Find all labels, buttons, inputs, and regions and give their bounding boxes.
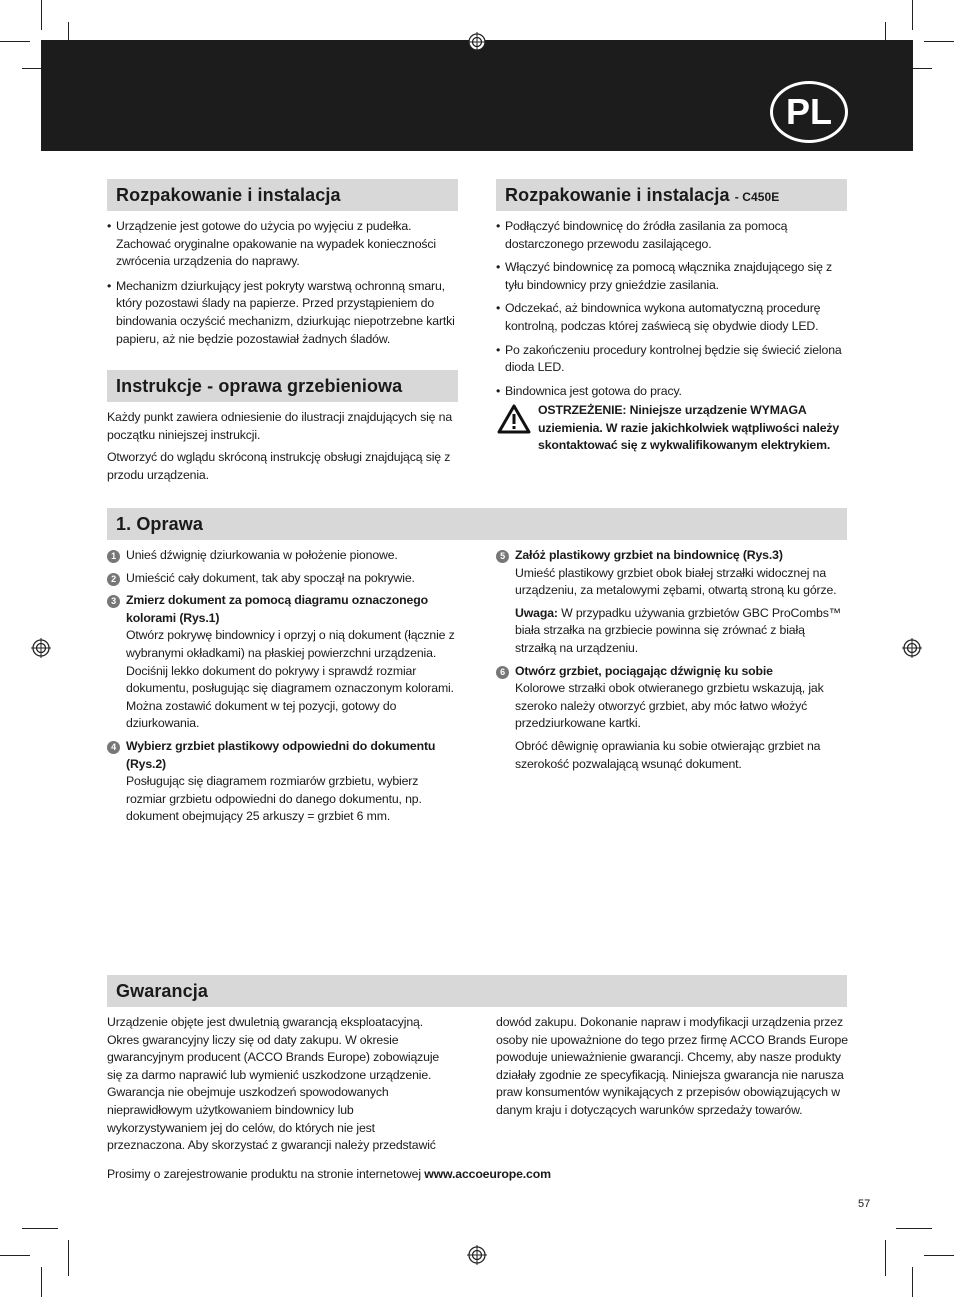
- registration-mark-icon: [31, 638, 51, 658]
- list-item: • Odczekać, aż bindownica wykona automatyczną procedurę kontrolną, podczas której zaświecą się obydwie diody LED.: [496, 301, 821, 333]
- list-item: • Mechanizm dziurkujący jest pokryty warstwą ochronną smaru, który pozostawi ślady na papierze. Przed przystąpieniem do bindowania oczyścić mechanizm, dziurkując niepotrzebne kartki papieru, aż nie będzie pozostawiał żadnych śladów.: [107, 278, 455, 346]
- crop-mark: [924, 41, 954, 42]
- list-item: • Włączyć bindownicę za pomocą włącznika znajdującego się z tyłu bindownicy przy gnieździe zasilania.: [496, 260, 833, 292]
- registration-mark-icon: [467, 1245, 487, 1265]
- warning-triangle-icon: [497, 404, 531, 434]
- crop-mark: [68, 1240, 69, 1276]
- binding-steps-right: [496, 547, 848, 778]
- step-text: Umieść plastikowy grzbiet obok białej strzałki widocznej na urządzeniu, za metalowymi zębami, otwartą stroną ku górze.: [515, 565, 837, 598]
- crop-mark: [896, 1228, 932, 1229]
- step-heading: Wybierz grzbiet plastikowy odpowiedni do dokumentu (Rys.2): [126, 738, 436, 771]
- section-title-binding: 1. Oprawa: [107, 508, 847, 540]
- registration-mark-icon: [467, 32, 487, 52]
- list-item: • Bindownica jest gotowa do pracy.: [496, 383, 682, 398]
- step-heading: Otwórz grzbiet, pociągając dźwignię ku sobie: [515, 663, 773, 678]
- register-link[interactable]: www.accoeurope.com: [424, 1167, 551, 1181]
- warning-text: OSTRZEŻENIE: Niniejsze urządzenie WYMAGA uziemienia. W razie jakichkolwiek wątpliwości należy skontaktować się z wykwalifikowanym elektrykiem.: [538, 403, 840, 453]
- step-number-badge: 2: [107, 573, 120, 586]
- step-extra: Obróć dêwignię oprawiania ku sobie otwierając grzbiet na szerokość pozwalającą wsunąć dokument.: [515, 738, 821, 771]
- section-title-unpacking: Rozpakowanie i instalacja: [107, 179, 458, 211]
- crop-mark: [924, 1255, 954, 1256]
- step-6: [496, 663, 848, 774]
- crop-mark: [41, 1267, 42, 1297]
- section-title-instructions: Instrukcje - oprawa grzebieniowa: [107, 370, 458, 402]
- section-title-warranty: Gwarancja: [107, 975, 847, 1007]
- paragraph: Otworzyć do wglądu skróconą instrukcję obsługi znajdującą się z przodu urządzenia.: [107, 450, 451, 482]
- warning-box: [497, 402, 842, 455]
- step-heading: Załóż plastikowy grzbiet na bindownicę (Rys.3): [515, 548, 783, 562]
- binding-steps-left: [107, 547, 459, 831]
- registration-mark-icon: [902, 638, 922, 658]
- paragraph: Każdy punkt zawiera odniesienie do ilustracji znajdujących się na początku niniejszej instrukcji.: [107, 410, 453, 442]
- crop-mark: [22, 1228, 58, 1229]
- warranty-col-1: Urządzenie objęte jest dwuletnią gwarancją eksploatacyjną. Okres gwarancyjny liczy się od daty zakupu. W okresie gwarancyjnym producent (ACCO Brands Europe) zobowiązuje się za darmo naprawić lub wymienić uszkodzone urządzenie. Gwarancja nie obejmuje uszkodzeń spowodowanych nieprawidłowym użytkowaniem bindownicy lub wykorzystywaniem jej do celów, do których nie jest przeznaczona. Aby skorzystać z gwarancji należy przedstawić: [107, 1015, 440, 1153]
- instructions-body: [107, 409, 459, 484]
- step-number-badge: 3: [107, 595, 120, 608]
- step-heading: Zmierz dokument za pomocą diagramu oznaczonego kolorami (Rys.1): [126, 593, 428, 625]
- step-text: Otwórz pokrywę bindownicy i oprzyj o nią dokument (łącznie z wybranymi okładkami) na płaskiej powierzchni urządzenia. Dociśnij lekko dokument do pokrywy i sprawdź rozmiar dokumentu, posługując się diagramem oznaczonym kolorami. Można zostawić dokument w tej pozycji, gotowy do dziurkowania.: [126, 628, 455, 731]
- step-2: 2 Umieścić cały dokument, tak aby spoczął na pokrywie.: [107, 570, 459, 588]
- step-number-badge: 1: [107, 550, 120, 563]
- page-number: 57: [858, 1198, 871, 1210]
- crop-mark: [0, 41, 30, 42]
- list-item: • Po zakończeniu procedury kontrolnej będzie się świecić zielona dioda LED.: [496, 342, 842, 375]
- step-number-badge: 4: [107, 741, 120, 754]
- step-4: [107, 738, 459, 826]
- step-number-badge: 6: [496, 666, 509, 679]
- section-title-unpacking-c450e: Rozpakowanie i instalacja - C450E: [496, 179, 847, 211]
- step-1: 1 Unieś dźwignię dziurkowania w położenie pionowe.: [107, 547, 459, 565]
- register-line: Prosimy o zarejestrowanie produktu na stronie internetowej www.accoeurope.com: [107, 1167, 551, 1181]
- crop-mark: [0, 1255, 30, 1256]
- list-item: • Urządzenie jest gotowe do użycia po wyjęciu z pudełka. Zachować oryginalne opakowanie na wypadek konieczności zwrócenia urządzenia do naprawy.: [107, 219, 437, 269]
- step-text: Posługując się diagramem rozmiarów grzbietu, wybierz rozmiar grzbietu odpowiedni do danego dokumentu, np. dokument obejmujący 25 arkuszy = grzbiet 6 mm.: [126, 774, 422, 824]
- language-badge: PL: [770, 81, 848, 143]
- step-text: Kolorowe strzałki obok otwieranego grzbietu wskazują, jak szeroko należy otworzyć grzbiet, aby móc łatwo włożyć przedziurkowane kartki.: [515, 681, 824, 731]
- step-5: [496, 547, 848, 658]
- c450e-list: [496, 218, 848, 400]
- crop-mark: [41, 0, 42, 30]
- list-item: • Podłączyć bindownicę do źródła zasilania za pomocą dostarczonego przewodu zasilającego.: [496, 219, 788, 251]
- unpacking-list: [107, 218, 459, 355]
- crop-mark: [912, 0, 913, 30]
- step-number-badge: 5: [496, 550, 509, 563]
- step-3: [107, 592, 459, 733]
- crop-mark: [885, 1240, 886, 1276]
- crop-mark: [912, 1267, 913, 1297]
- step-note: Uwaga: W przypadku używania grzbietów GBC ProCombs™ biała strzałka na grzbiecie powinna się zrównać z białą strzałką na urządzeniu.: [515, 605, 841, 655]
- warranty-col-2: dowód zakupu. Dokonanie napraw i modyfikacji urządzenia przez osoby nie upoważnione do tego przez firmę ACCO Brands Europe powoduje unieważnienie gwarancji. Chcemy, aby nasze produkty działały zgodnie ze specyfikacją. Niniejsza gwarancja nie narusza praw konsumentów wynikających z przepisów obowiązujących w danym kraju i dotyczących warunków sprzedaży towarów.: [496, 1015, 848, 1117]
